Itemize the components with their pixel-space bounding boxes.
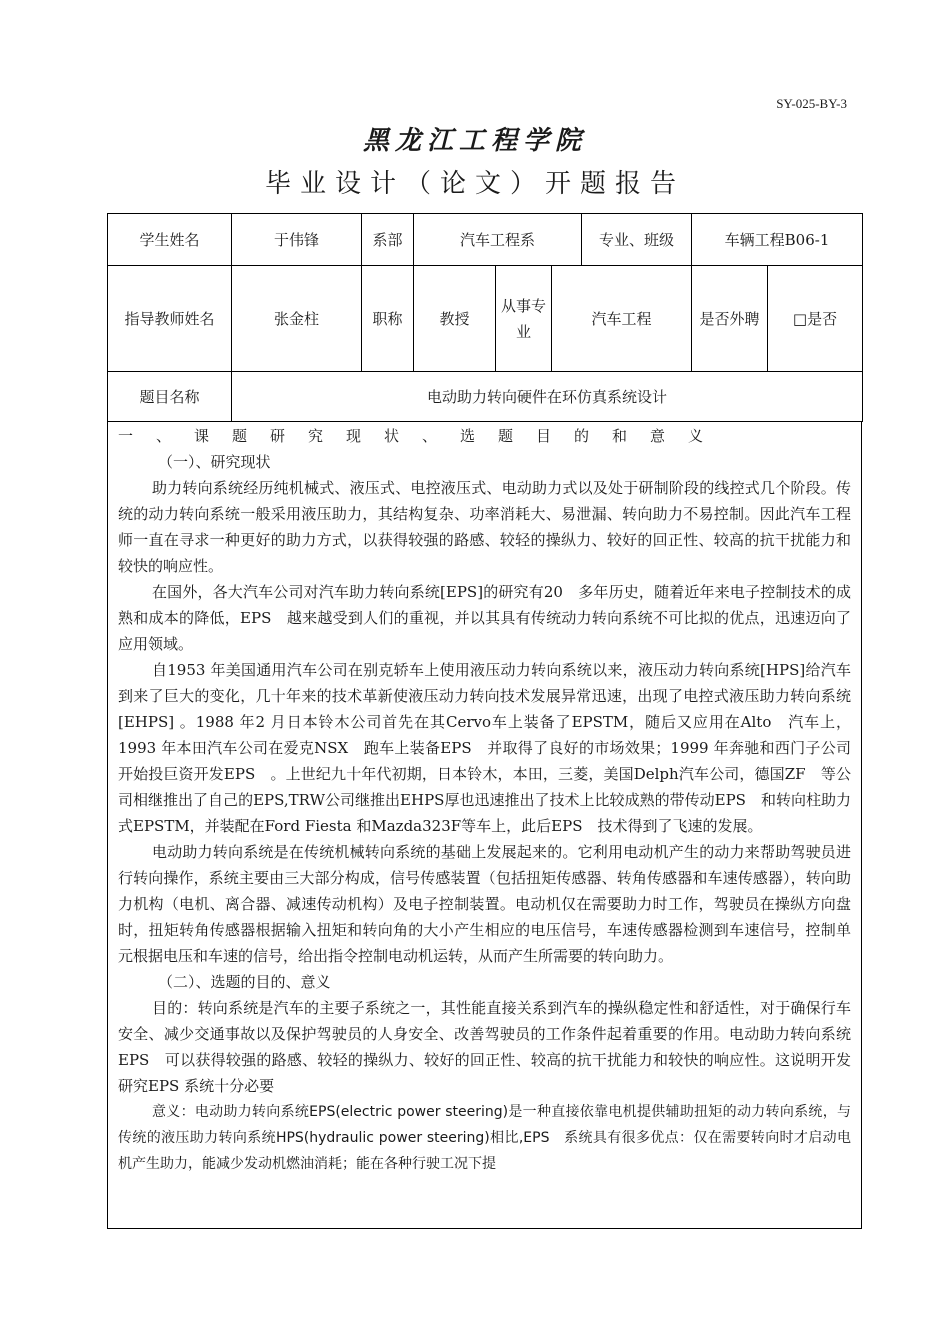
student-name-label: 学生姓名 bbox=[108, 214, 232, 266]
paragraph: 电动助力转向系统是在传统机械转向系统的基础上发展起来的。它利用电动机产生的动力来帮助驾驶员进行转向操作，系统主要由三大部分构成，信号传感装置（包括扭矩传感器、转角传感器和车速传感器），转向助力机构（电机、离合器、减速传动机构）及电子控制装置。电动机仅在需要助力时工作，驾驶员在操纵方向盘时，扭矩转角传感器根据输入扭矩和转向角的大小产生相应的电压信号，车速传感器检测到车速信号，控制单元根据电压和车速的信号，给出指令控制电动机运转，从而产生所需要的转向助力。 bbox=[118, 843, 851, 965]
paragraph: 自1953 年美国通用汽车公司在别克轿车上使用液压动力转向系统以来，液压动力转向系统[HPS]给汽车到来了巨大的变化，几十年来的技术革新使液压动力转向技术发展异常迅速，出现了电控式液压助力转向系统[EHPS] 。1988 年2 月日本铃木公司首先在其Cervo车上装备了EPSTM，随后又应用在Alto 汽车上，1993 年本田汽车公司在爱克NSX 跑车上装备EPS 并取得了良好的市场效果；1999 年奔驰和西门子公司开始投巨资开发EPS 。上世纪九十年代初期，日本铃木，本田，三菱，美国Delph汽车公司，德国ZF 等公司相继推出了自己的EPS,TRW公司继推出EHPS厚也迅速推出了技术上比较成熟的带传动EPS 和转向柱助力式EPSTM，并装配在Ford Fiesta 和Mazda323F等车上，此后EPS 技术得到了飞速的发展。 bbox=[118, 661, 851, 835]
paragraph: 在国外，各大汽车公司对汽车助力转向系统[EPS]的研究有20 多年历史，随着近年来电子控制技术的成熟和成本的降低，EPS 越来越受到人们的重视，并以其具有传统动力转向系统不可比拟的优点，迅速迈向了应用领域。 bbox=[118, 583, 851, 653]
field-value: 汽车工程 bbox=[552, 266, 692, 372]
rank-value: 教授 bbox=[414, 266, 496, 372]
subsection-title-purpose: （二）、选题的目的、意义 bbox=[158, 973, 331, 991]
dept-value: 汽车工程系 bbox=[414, 214, 582, 266]
field-label: 从事专业 bbox=[496, 266, 552, 372]
student-name-value: 于伟锋 bbox=[232, 214, 362, 266]
school-name: 黑龙江工程学院 bbox=[362, 126, 587, 156]
report-body bbox=[107, 421, 862, 1229]
advisor-label: 指导教师姓名 bbox=[108, 266, 232, 372]
major-label: 专业、班级 bbox=[582, 214, 692, 266]
section-title: 一、课题研究现状、选题目的和意义 bbox=[118, 427, 727, 445]
dept-label: 系部 bbox=[362, 214, 414, 266]
topic-value: 电动助力转向硬件在环仿真系统设计 bbox=[232, 372, 863, 422]
subsection-title-status: （一）、研究现状 bbox=[158, 453, 271, 471]
external-checkbox[interactable]: □是否 bbox=[768, 266, 863, 372]
info-table bbox=[107, 213, 863, 422]
advisor-value: 张金柱 bbox=[232, 266, 362, 372]
rank-label: 职称 bbox=[362, 266, 414, 372]
major-value: 车辆工程B06-1 bbox=[692, 214, 863, 266]
page-title: 毕业设计（论文）开题报告 bbox=[264, 169, 685, 199]
paragraph: 意义：电动助力转向系统EPS(electric power steering)是一种直接依靠电机提供辅助扭矩的动力转向系统，与传统的液压助力转向系统HPS(hydraulic power steering)相比,EPS 系统具有很多优点：仅在需要转向时才启动电机产生助力，能减少发动机燃油消耗；能在各种行驶工况下提 bbox=[118, 1104, 851, 1172]
external-label: 是否外聘 bbox=[692, 266, 768, 372]
document-code: SY-025-BY-3 bbox=[776, 96, 847, 111]
paragraph: 目的：转向系统是汽车的主要子系统之一，其性能直接关系到汽车的操纵稳定性和舒适性，对于确保行车安全、减少交通事故以及保护驾驶员的人身安全、改善驾驶员的工作条件起着重要的作用。电动助力转向系统EPS 可以获得较强的路感、较轻的操纵力、较好的回正性、较高的抗干扰能力和较快的响应性。这说明开发研究EPS 系统十分必要 bbox=[118, 999, 851, 1095]
paragraph: 助力转向系统经历纯机械式、液压式、电控液压式、电动助力式以及处于研制阶段的线控式几个阶段。传统的动力转向系统一般采用液压助力，其结构复杂、功率消耗大、易泄漏、转向助力不易控制。因此汽车工程师一直在寻求一种更好的助力方式，以获得较强的路感、较轻的操纵力、较好的回正性、较高的抗干扰能力和较快的响应性。 bbox=[118, 479, 851, 575]
topic-label: 题目名称 bbox=[108, 372, 232, 422]
